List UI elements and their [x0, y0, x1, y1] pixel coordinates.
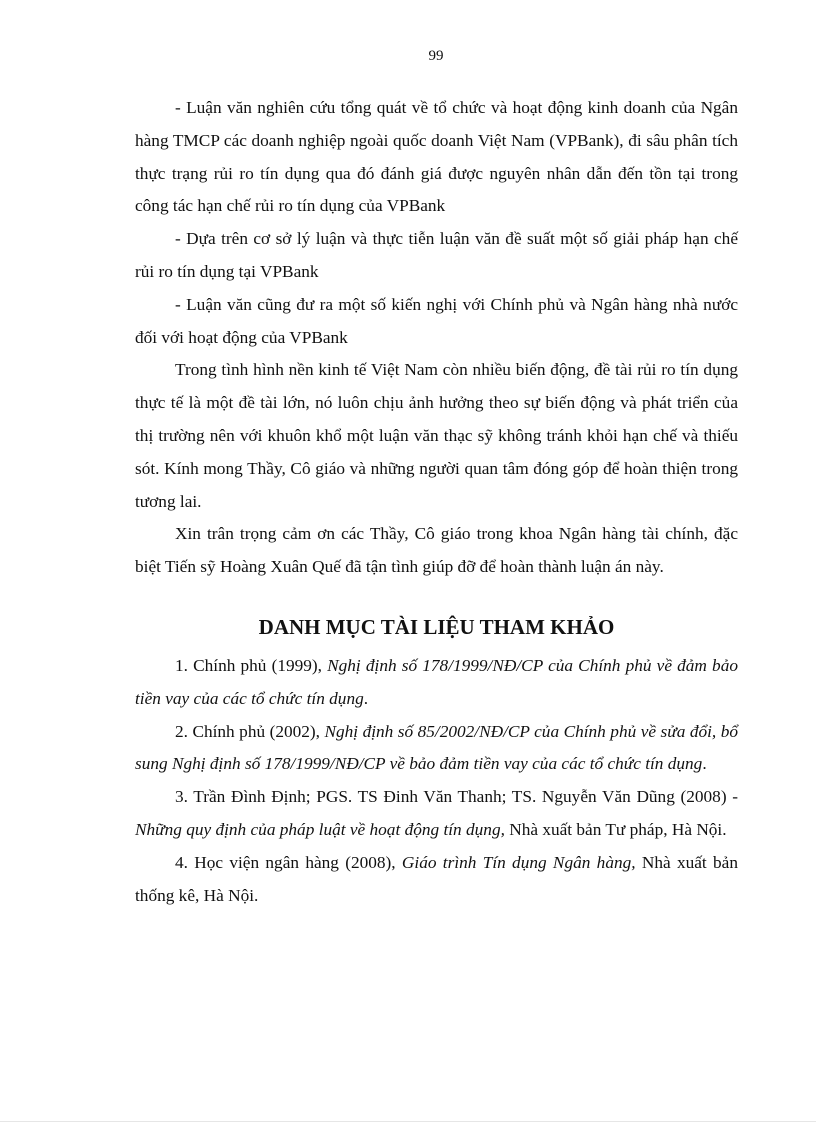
- reference-author: 3. Trần Đình Định; PGS. TS Đinh Văn Thanh; TS. Nguyễn Văn Dũng (2008) -: [175, 787, 738, 807]
- reference-publisher: Nhà xuất bản Tư pháp, Hà Nội.: [504, 819, 727, 839]
- reference-item: [135, 650, 738, 716]
- page-bottom-rule: [0, 1121, 816, 1122]
- reference-publisher: .: [702, 754, 707, 774]
- reference-publisher: Nhà xuất bản thống kê, Hà Nội.: [135, 852, 738, 905]
- page-number: 99: [428, 48, 444, 64]
- reference-author: 2. Chính phủ (2002),: [175, 721, 325, 741]
- reference-item: [135, 847, 738, 913]
- reference-title: Nghị định số 178/1999/NĐ/CP của Chính phủ về đảm bảo tiền vay của các tổ chức tín dụng: [135, 655, 738, 708]
- reference-title: Những quy định của pháp luật về hoạt động tín dụng,: [135, 819, 505, 839]
- references-heading: DANH MỤC TÀI LIỆU THAM KHẢO: [258, 614, 615, 639]
- reference-author: 4. Học viện ngân hàng (2008),: [175, 852, 402, 872]
- paragraph: - Dựa trên cơ sở lý luận và thực tiễn luận văn đề suất một số giải pháp hạn chế rủi ro tín dụng tại VPBank: [135, 229, 738, 281]
- paragraph: - Luận văn cũng đư ra một số kiến nghị với Chính phủ và Ngân hàng nhà nước đối với hoạt động của VPBank: [135, 294, 738, 347]
- reference-item: [135, 716, 738, 782]
- reference-title: Giáo trình Tín dụng Ngân hàng,: [401, 852, 636, 872]
- reference-publisher: .: [363, 688, 369, 708]
- paragraph: - Luận văn nghiên cứu tổng quát về tổ chức và hoạt động kinh doanh của Ngân hàng TMCP các doanh nghiệp ngoài quốc doanh Việt Nam (VPBank), đi sâu phân tích thực trạng rủi ro tín dụng qua đó đánh giá được nguyên nhân dẫn đến tồn tại trong công tác hạn chế rủi ro tín dụng của VPBank: [135, 98, 738, 216]
- reference-author: 1. Chính phủ (1999),: [175, 655, 328, 675]
- reference-title: Nghị định số 85/2002/NĐ/CP của Chính phủ về sửa đổi, bổ sung Nghị định số 178/1999/NĐ/CP về bảo đảm tiền vay của các tổ chức tín dụng: [135, 721, 738, 774]
- reference-item: [135, 781, 738, 847]
- paragraph: Xin trân trọng cảm ơn các Thầy, Cô giáo trong khoa Ngân hàng tài chính, đặc biệt Tiến sỹ Hoàng Xuân Quế đã tận tình giúp đỡ để hoàn thành luận án này.: [135, 524, 738, 577]
- document-body: [135, 92, 738, 912]
- paragraph: Trong tình hình nền kinh tế Việt Nam còn nhiều biến động, đề tài rủi ro tín dụng thực tế là một đề tài lớn, nó luôn chịu ảnh hưởng theo sự biến động và phát triển của thị trường nên với khuôn khổ một luận văn thạc sỹ không tránh khỏi hạn chế và thiếu sót. Kính mong Thầy, Cô giáo và những người quan tâm đóng góp để hoàn thiện trong tương lai.: [135, 360, 738, 511]
